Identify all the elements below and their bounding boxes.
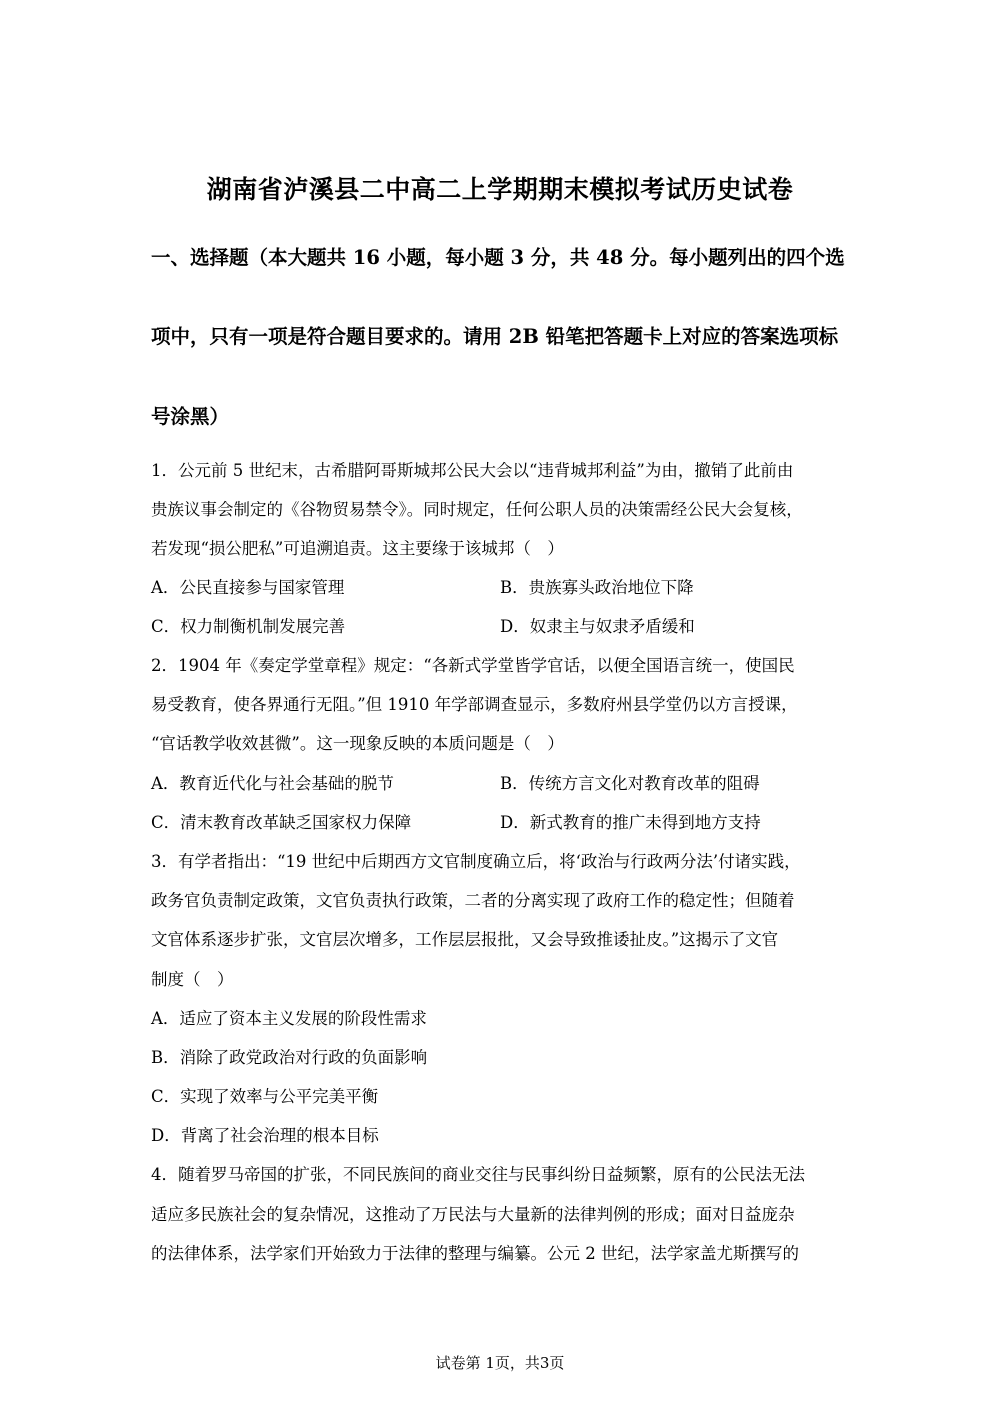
question-2-line-3: “官话教学收效甚微”。这一现象反映的本质问题是（ ） (151, 734, 564, 753)
exam-title: 湖南省泸溪县二中高二上学期期末模拟考试历史试卷 (206, 175, 794, 204)
section-heading-line-3: 号涂黑） (151, 405, 230, 428)
question-3-line-3: 文官体系逐步扩张，文官层次增多，工作层层报批，又会导致推诿扯皮。”这揭示了文官 (151, 930, 779, 949)
question-4-line-1: 4．随着罗马帝国的扩张，不同民族间的商业交往与民事纠纷日益频繁，原有的公民法无法 (151, 1165, 805, 1184)
question-3-option-d[interactable]: D．背离了社会治理的根本目标 (151, 1126, 379, 1145)
question-2-line-2: 易受教育，使各界通行无阻。”但 1910 年学部调查显示，多数府州县学堂仍以方言授课， (151, 695, 798, 714)
section-heading-line-1: 一、选择题（本大题共 16 小题，每小题 3 分，共 48 分。每小题列出的四个选 (151, 246, 845, 269)
question-2-line-1: 2．1904 年《奏定学堂章程》规定：“各新式学堂皆学官话，以便全国语言统一，使国民 (151, 656, 795, 675)
question-4-line-2: 适应多民族社会的复杂情况，这推动了万民法与大量新的法律判例的形成；面对日益庞杂 (151, 1205, 795, 1224)
question-2-option-d[interactable]: D．新式教育的推广未得到地方支持 (500, 813, 761, 832)
question-3-option-a[interactable]: A．适应了资本主义发展的阶段性需求 (151, 1009, 427, 1028)
question-1-option-c[interactable]: C．权力制衡机制发展完善 (151, 617, 346, 636)
question-3-option-b[interactable]: B．消除了政党政治对行政的负面影响 (151, 1048, 428, 1067)
section-heading-line-2: 项中，只有一项是符合题目要求的。请用 2B 铅笔把答题卡上对应的答案选项标 (151, 325, 839, 348)
question-3-option-c[interactable]: C．实现了效率与公平完美平衡 (151, 1087, 379, 1106)
question-2-option-c[interactable]: C．清末教育改革缺乏国家权力保障 (151, 813, 412, 832)
question-4-line-3: 的法律体系，法学家们开始致力于法律的整理与编纂。公元 2 世纪，法学家盖尤斯撰写的 (151, 1244, 799, 1263)
question-1-option-d[interactable]: D．奴隶主与奴隶矛盾缓和 (500, 617, 695, 636)
page-footer: 试卷第 1页，共3页 (435, 1354, 565, 1372)
question-2-option-b[interactable]: B．传统方言文化对教育改革的阻碍 (500, 774, 760, 793)
question-3-line-1: 3．有学者指出：“19 世纪中后期西方文官制度确立后，将‘政治与行政两分法’付诸实践， (151, 852, 801, 871)
question-3-line-2: 政务官负责制定政策，文官负责执行政策，二者的分离实现了政府工作的稳定性；但随着 (151, 891, 795, 910)
question-1-option-b[interactable]: B．贵族寡头政治地位下降 (500, 578, 694, 597)
question-1-line-2: 贵族议事会制定的《谷物贸易禁令》。同时规定，任何公职人员的决策需经公民大会复核， (151, 500, 803, 519)
question-3-line-4: 制度（ ） (151, 970, 234, 989)
question-1-line-1: 1．公元前 5 世纪末，古希腊阿哥斯城邦公民大会以“违背城邦利益”为由，撤销了此前由 (151, 461, 794, 480)
question-2-option-a[interactable]: A．教育近代化与社会基础的脱节 (151, 774, 394, 793)
question-1-line-3: 若发现“损公肥私”可追溯追责。这主要缘于该城邦（ ） (151, 539, 564, 558)
question-1-option-a[interactable]: A．公民直接参与国家管理 (151, 578, 345, 597)
